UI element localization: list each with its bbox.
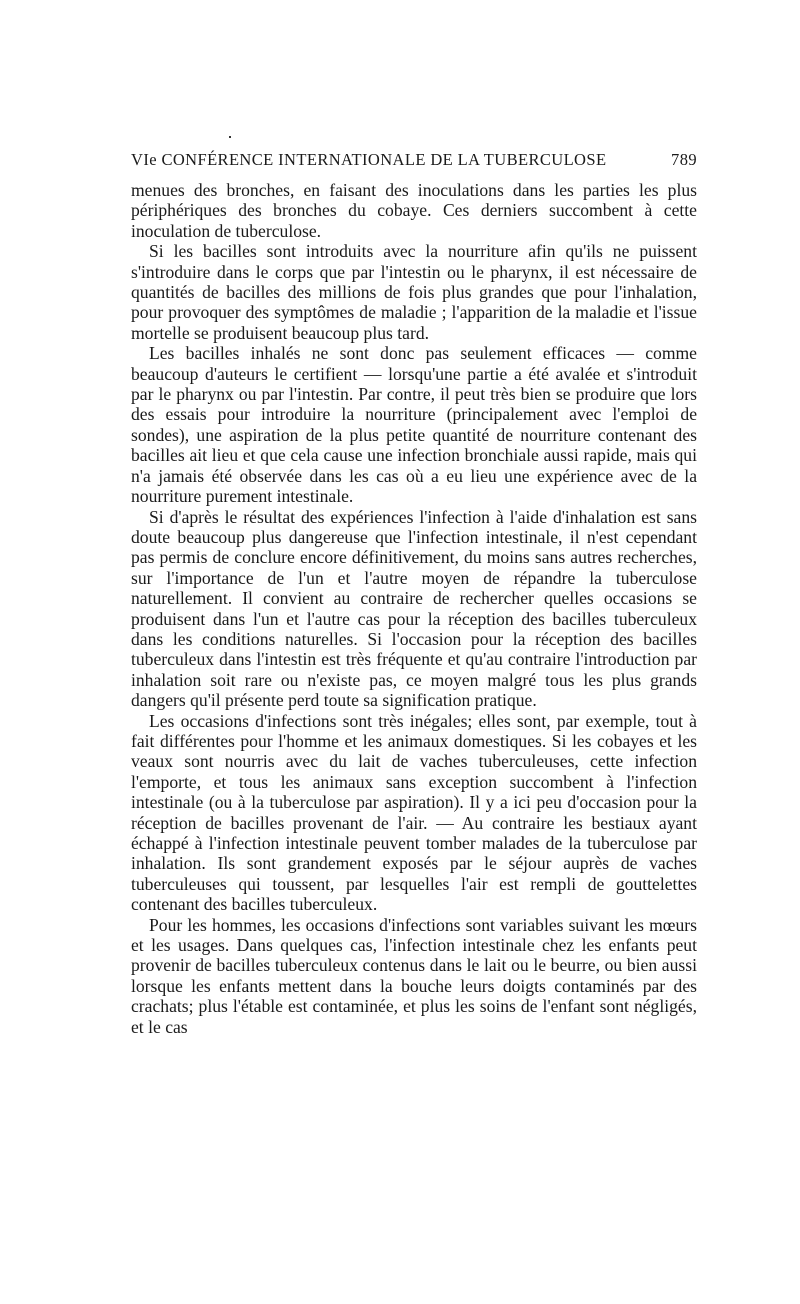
- paragraph-5: Les occasions d'infections sont très inégales; elles sont, par exemple, tout à fait différentes pour l'homme et les animaux domestiques. Si les cobayes et les veaux sont nourris avec du lait de vaches tuberculeuses, cette infection l'emporte, et tous les animaux sans exception succombent à l'infection intestinale (ou à la tuberculose par aspiration). Il y a ici peu d'occasion pour la réception de bacilles provenant de l'air. — Au contraire les bestiaux ayant échappé à l'infection intestinale peuvent tomber malades de la tuberculose par inhalation. Ils sont grandement exposés par le séjour auprès de vaches tuberculeuses qui toussent, par lesquelles l'air est rempli de gouttelettes contenant des bacilles tuberculeux.: [131, 710, 697, 915]
- paragraph-6: Pour les hommes, les occasions d'infections sont variables suivant les mœurs et les usages. Dans quelques cas, l'infection intestinale chez les enfants peut provenir de bacilles tuberculeux contenus dans le lait ou le beurre, ou bien aussi lorsque les enfants mettent dans la bouche leurs doigts contaminés par des crachats; plus l'étable est contaminée, et plus les soins de l'enfant sont négligés, et le cas: [131, 914, 697, 1037]
- page-number: 789: [671, 150, 697, 169]
- paragraph-4: Si d'après le résultat des expériences l'infection à l'aide d'inhalation est sans doute beaucoup plus dangereuse que l'infection intestinale, il n'est cependant pas permis de conclure encore définitivement, du moins sans autres recherches, sur l'importance de l'un et l'autre moyen de répandre la tuberculose naturellement. Il convient au contraire de rechercher quelles occasions se produisent dans l'un et l'autre cas pour la réception des bacilles tuberculeux dans les conditions naturelles. Si l'occasion pour la réception des bacilles tuberculeux dans l'intestin est très fréquente et qu'au contraire l'introduction par inhalation soit rare ou n'existe pas, ce moyen malgré tous les plus grands dangers qu'il présente perd toute sa signification pratique.: [131, 506, 697, 711]
- paragraph-3: Les bacilles inhalés ne sont donc pas seulement efficaces — comme beaucoup d'auteurs le certifient — lorsqu'une partie a été avalée et s'introduit par le pharynx ou par l'intestin. Par contre, il peut très bien se produire que lors des essais pour introduire la nourriture (principalement avec l'emploi de sondes), une aspiration de la plus petite quantité de nourriture contenant des bacilles ait lieu et que cela cause une infection bronchiale aussi rapide, mais qui n'a jamais été observée dans les cas où a eu lieu une expérience avec de la nourriture purement intestinale.: [131, 343, 697, 507]
- paragraph-2: Si les bacilles sont introduits avec la nourriture afin qu'ils ne puissent s'introduire dans le corps que par l'intestin ou le pharynx, il est nécessaire de quantités de bacilles des millions de fois plus grandes que pour l'inhalation, pour provoquer des symptômes de maladie ; l'apparition de la maladie et l'issue mortelle se produisent beaucoup plus tard.: [131, 241, 697, 343]
- page: [131, 150, 697, 1037]
- paragraph-1: menues des bronches, en faisant des inoculations dans les parties les plus périphériques des bronches du cobaye. Ces derniers succombent à cette inoculation de tuberculose.: [131, 180, 697, 241]
- stray-dot: [229, 136, 231, 138]
- running-header: [131, 150, 697, 170]
- running-title: VIe CONFÉRENCE INTERNATIONALE DE LA TUBERCULOSE: [131, 150, 607, 169]
